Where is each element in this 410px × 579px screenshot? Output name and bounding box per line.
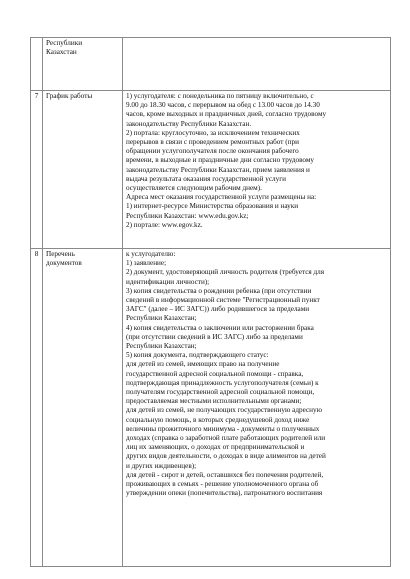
row-label-text: Перечень документов — [46, 250, 82, 268]
row-label-text: График работы — [46, 92, 93, 100]
row-content — [123, 91, 391, 249]
row-number: 7 — [31, 91, 43, 249]
service-standard-table — [30, 37, 391, 567]
table-row — [31, 38, 391, 91]
row-label-text: Республики Казахстан — [46, 39, 83, 57]
row-content — [123, 249, 391, 567]
row-label — [43, 249, 123, 567]
table-row — [31, 249, 391, 567]
table-row — [31, 91, 391, 249]
row-label — [43, 91, 123, 249]
row-content — [123, 38, 391, 91]
row-content-text: 1) услугодателя: с понедельника по пятницу включительно, с 9.00 до 18.30 часов, с перерывом на обед с 13.00 часов до 14.30 часов, кроме выходных и праздничных дней, согласно трудовому законодательству Республики Казахстан. 2) портала: круглосуточно, за исключением технических перерывов в связи с проведением ремонтных работ (при обращении услугополучателя после окончания рабочего времени, в выходные и праздничные дни согласно трудовому законодательству Республики Казахстан, прием заявления и выдача результата оказания государственной услуги осуществляется следующим рабочим днем). Адреса мест оказания государственной услуги размещены на: 1) интернет-ресурсе Министерства образования и науки Республики Казахстан: www.edu.gov.kz; 2) портале: www.egov.kz. — [126, 92, 327, 229]
row-content-text: к услугодателю: 1) заявление; 2) документ, удостоверяющий личность родителя (требуется для идентификации личности); 3) копия свидетельства о рождении ребенка (при отсутствии сведений в информационной системе "Регистрационный пункт ЗАГС" (далее – ИС ЗАГС)) либо родившегося за пределами Республики Казахстан; 4) копия свидетельства о заключении или расторжении брака (при отсутствии сведений в ИС ЗАГС) либо за пределами Республики Казахстан; 5) копия документа, подтверждающего статус: для детей из семей, имеющих право на получение государственной адресной социальной помощи - справка, подтверждающая принадлежность услугополучателя (семьи) к получателям государственной адресной социальной помощи, предоставляемая местными исполнительными органами; для детей из семей, не получающих государственную адресную социальную помощь, в которых среднедушевой доход ниже величины прожиточного минимума - документы о полученных доходах (справка о заработной плате работающих родителей или лиц их заменяющих, о доходах от предпринимательской и других видов деятельности, о доходах в виде алиментов на детей и других иждивенцев); для детей - сирот и детей, оставшихся без попечения родителей, проживающих в семьях - решение уполномоченного органа об утверждении опеки (попечительства), патронатного воспитания — [126, 250, 326, 498]
row-label — [43, 38, 123, 91]
row-number — [31, 38, 43, 91]
row-number: 8 — [31, 249, 43, 567]
